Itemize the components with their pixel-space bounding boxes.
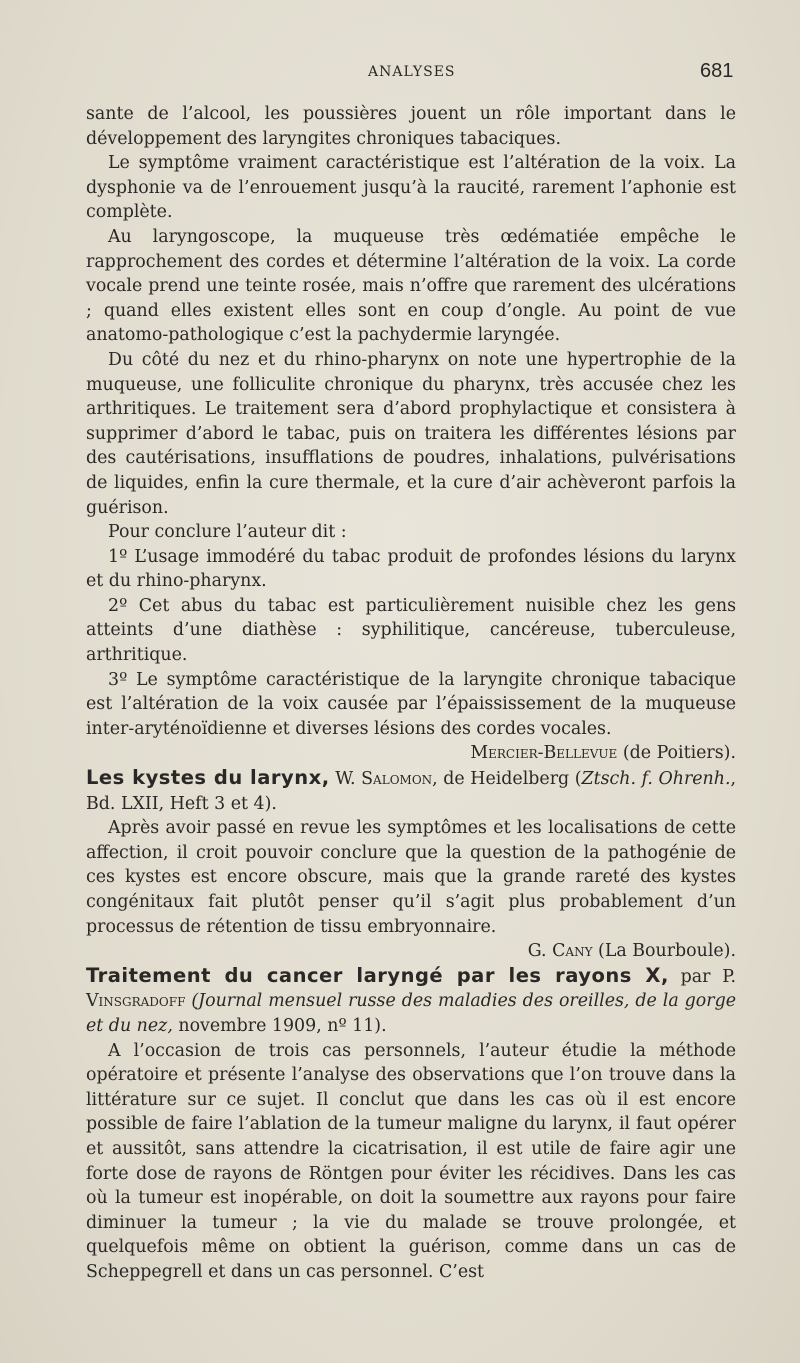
signature: [86, 939, 736, 964]
article-text: [86, 102, 736, 1285]
signature-name: Mercier-Bellevue: [470, 743, 618, 764]
article-title: Les kystes du larynx,: [86, 766, 330, 790]
article-location: de Heidelberg (: [443, 769, 582, 790]
article-author: Vinsgradoff: [86, 991, 186, 1012]
article-author: W. Salomon,: [335, 769, 438, 790]
signature: [86, 741, 736, 766]
journal-reference: , Bd. LXII, Heft 3 et 4).: [86, 769, 737, 814]
signature-name: Cany: [552, 941, 593, 962]
paragraph: Le symptôme vraiment caractéristique est l’altération de la voix. La dysphonie va de l’enrouement jusqu’à la raucité, rarement l’aphonie est complète.: [86, 153, 736, 223]
signature-place: (La Bourboule).: [598, 941, 736, 962]
paragraph: Après avoir passé en revue les symptômes et les localisations de cette affection, il croit pouvoir conclure que la question de la pathogénie de ces kystes est encore obscure, mais que la grande rareté des kystes congénitaux fait plutôt penser qu’il s’agit plus probablement d’un processus de rétention de tissu embryonnaire.: [86, 818, 736, 937]
paragraph: A l’occasion de trois cas personnels, l’auteur étudie la méthode opératoire et présente l’analyse des observations que l’on trouve dans la littérature sur ce sujet. Il conclut que dans les cas où il est encore possible de faire l’ablation de la tumeur maligne du larynx, il faut opérer et aussitôt, sans attendre la cicatrisation, il est utile de faire agir une forte dose de rayons de Röntgen pour éviter les récidives. Dans les cas où la tumeur est inopérable, on doit la soumettre aux rayons pour faire diminuer la tumeur ; la vie du malade se trouve prolongée, et quelquefois même on obtient la guérison, comme dans un cas de Scheppegrell et dans un cas personnel. C’est: [86, 1040, 736, 1282]
signature-place: (de Poitiers).: [622, 743, 736, 764]
article-heading: [86, 964, 736, 1039]
page-number: 681: [700, 60, 734, 82]
conclusion-item: 3º Le symptôme caractéristique de la laryngite chronique tabacique est l’altération de la voix causée par l’épaississement de la muqueuse inter-aryténoïdienne et diverses lésions des cordes vocales.: [86, 669, 736, 739]
article-par: par: [680, 966, 711, 987]
article-title: Traitement du cancer laryngé par les rayons X,: [86, 963, 669, 987]
running-title: ANALYSES: [368, 64, 456, 80]
running-head: [0, 58, 800, 88]
signature-initial: G.: [527, 941, 547, 962]
journal-name: (Journal mensuel russe des maladies des oreilles, de la gorge et du nez,: [86, 991, 736, 1036]
conclusion-item: 2º Cet abus du tabac est particulièrement nuisible chez les gens atteints d’une diathèse : syphilitique, cancéreuse, tuberculeuse, arthritique.: [86, 595, 736, 666]
paragraph: Du côté du nez et du rhino-pharynx on note une hypertrophie de la muqueuse, une folliculite chronique du pharynx, très accusée chez les arthritiques. Le traitement sera d’abord prophylactique et consistera à supprimer d’abord le tabac, puis on traitera les différentes lésions par des cautérisations, insufflations de poudres, inhalations, pulvérisations de liquides, enfin la cure thermale, et la cure d’air achèveront parfois la guérison.: [86, 349, 736, 518]
paragraph: Pour conclure l’auteur dit :: [108, 522, 347, 543]
journal-name: Ztsch. f. Ohrenh.: [581, 769, 731, 790]
author-initial: P.: [722, 966, 736, 987]
conclusion-item: 1º L’usage immodéré du tabac produit de profondes lésions du larynx et du rhino-pharynx.: [86, 546, 736, 592]
paragraph: Au laryngoscope, la muqueuse très œdématiée empêche le rapprochement des cordes et détermine l’altération de la voix. La corde vocale prend une teinte rosée, mais n’offre que rarement des ulcérations ; quand elles existent elles sont en coup d’ongle. Au point de vue anatomo-pathologique c’est la pachydermie laryngée.: [86, 226, 736, 346]
journal-reference: novembre 1909, nº 11).: [178, 1015, 387, 1036]
article-heading: [86, 766, 736, 816]
paragraph: sante de l’alcool, les poussières jouent un rôle important dans le développement des laryngites chroniques tabaciques.: [86, 104, 736, 149]
